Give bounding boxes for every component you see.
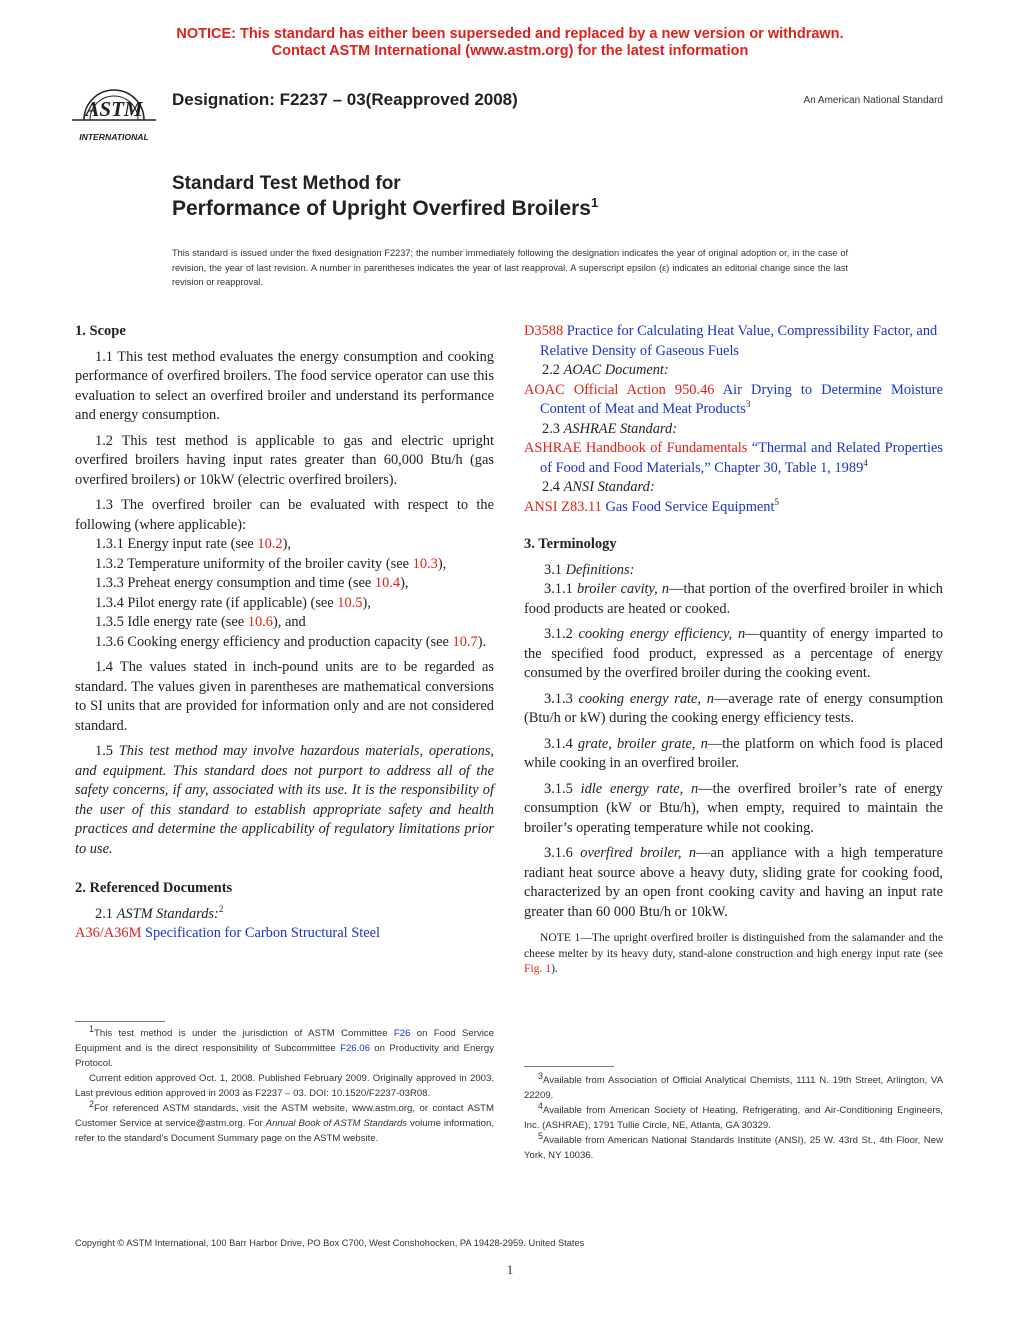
section-2-2: 2.2 AOAC Document: bbox=[542, 362, 669, 378]
footnote-2: $^2$For referenced ASTM standards, visit the ASTM website, www.astm.org, or contact ASTM Customer Service at service@astm.org. For Annual Book of ASTM Standards volume information, refer to the standard’s Document Summary page on the ASTM website. bbox=[75, 1098, 494, 1144]
ref-code-link[interactable]: ASHRAE Handbook of Fundamentals bbox=[524, 440, 748, 456]
copyright: Copyright © ASTM International, 100 Barr Harbor Drive, PO Box C700, West Conshohocken, PA 19428-2959. United States bbox=[75, 1238, 585, 1248]
issuance-note: This standard is issued under the fixed designation F2237; the number immediately following the designation indicates the year of original adoption or, in the case of revision, the year of last revision. A number in parentheses indicates the year of last reapproval. A superscript epsilon (ε) indicates an editorial change since the last revision or reapproval. bbox=[172, 248, 848, 287]
section-link[interactable]: 10.4 bbox=[374, 575, 401, 591]
item-1-3-2: 1.3.2 Temperature uniformity of the broiler cavity (see 10.3), bbox=[95, 555, 447, 572]
notice-line-2: Contact ASTM International (www.astm.org) for the latest information bbox=[271, 43, 749, 59]
footnote-3: $^3$Available from Association of Official Analytical Chemists, 1111 N. 19th Street, Arlington, VA 22209. bbox=[524, 1070, 943, 1101]
ref-title-link[interactable]: Practice for Calculating Heat Value, Compressibility Factor, and Relative Density of Gaseous Fuels bbox=[540, 323, 938, 359]
footnote-rule bbox=[524, 1066, 614, 1067]
section-link[interactable]: 10.7 bbox=[452, 633, 478, 650]
supersession-notice bbox=[0, 26, 1020, 60]
ref-title-link[interactable]: Air Drying to Determine Moisture Content of Meat and Meat Products bbox=[540, 381, 943, 417]
title-line-2 bbox=[172, 197, 598, 221]
footnote-5: $^5$Available from American National Standards Institute (ANSI), 25 W. 43rd St., 4th Floor, New York, NY 10036. bbox=[524, 1130, 943, 1161]
ref-code-link[interactable]: A36/A36M bbox=[75, 925, 142, 941]
scope-heading: 1. Scope bbox=[75, 323, 126, 339]
def-3-1-6: 3.1.6 overfired broiler, n—an appliance with a high temperature radiant heat source above a heavy duty, sliding grate for cooking food, characterized by an open front cooking cavity and having an input rate greater than 60 000 Btu/h or 10kW. bbox=[524, 845, 943, 920]
def-3-1-3: 3.1.3 cooking energy rate, n—average rate of energy consumption (Btu/h or kW) during the cooking energy efficiency tests. bbox=[524, 690, 943, 726]
para-1-2: 1.2 This test method is applicable to gas and electric upright overfired broilers having input rates greater than 60,000 Btu/h (gas overfired broilers) or 10kW (electric overfired broilers). bbox=[75, 432, 494, 488]
title-text: Performance of Upright Overfired Broilers bbox=[172, 197, 591, 220]
para-1-1: 1.1 This test method evaluates the energy consumption and cooking performance of overfired broilers. The food service operator can use this evaluation to select an overfired broiler and understand its performance and energy consumption. bbox=[75, 348, 494, 423]
section-2-1: 2.1 ASTM Standards:$^2$ bbox=[95, 903, 224, 922]
ref-ashrae: ASHRAE Handbook of Fundamentals “Thermal and Related Properties of Food and Food Materials,” Chapter 30, Table 1, 1989$^4$ bbox=[524, 440, 943, 476]
title-footnote-mark: 1 bbox=[590, 195, 599, 210]
astm-logo-text: ASTM bbox=[85, 97, 143, 121]
section-2-4: 2.4 ANSI Standard: bbox=[542, 479, 655, 495]
designation: Designation: F2237 – 03(Reapproved 2008) bbox=[172, 90, 518, 109]
ref-aoac: AOAC Official Action 950.46 Air Drying to Determine Moisture Content of Meat and Meat Products$^3$ bbox=[524, 381, 943, 417]
title-line-1: Standard Test Method for bbox=[172, 173, 401, 194]
footnote-rule bbox=[75, 1021, 165, 1022]
ref-title-link[interactable]: “Thermal and Related Properties of Food and Food Materials,” Chapter 30, Table 1, 1989 bbox=[540, 440, 943, 476]
section-3-1: 3.1 Definitions: bbox=[544, 561, 635, 578]
ref-code-link[interactable]: AOAC Official Action 950.46 bbox=[524, 381, 715, 398]
page-number: 1 bbox=[506, 1262, 514, 1277]
note-1: NOTE 1—The upright overfired broiler is distinguished from the salamander and the cheese melter by its heavy duty, stand-alone construction and high energy input rate (see Fig. 1). bbox=[524, 931, 943, 975]
committee-link[interactable]: F26 bbox=[393, 1028, 411, 1039]
notice-line-1: NOTICE: This standard has either been superseded and replaced by a new version or withdrawn. bbox=[176, 26, 844, 42]
ref-d3588 bbox=[524, 322, 943, 361]
def-3-1-5: 3.1.5 idle energy rate, n—the overfired broiler’s rate of energy consumption (kW or Btu/h), when empty, required to maintain the broiler’s operating temperature while not cooking. bbox=[524, 780, 943, 836]
footnote-4: $^4$Available from American Society of Heating, Refrigerating, and Air-Conditioning Engineers, Inc. (ASHRAE), 1791 Tullie Circle, NE, Atlanta, GA 30329. bbox=[524, 1100, 943, 1131]
def-3-1-2: 3.1.2 cooking energy efficiency, n—quantity of energy imparted to the specified food product, expressed as a percentage of energy consumed by the overfired broiler during the cooking event. bbox=[524, 626, 943, 681]
refdocs-heading: 2. Referenced Documents bbox=[75, 880, 233, 896]
item-1-3-6: 1.3.6 Cooking energy efficiency and production capacity (see 10.7). bbox=[95, 633, 487, 650]
subcommittee-link[interactable]: F26.06 bbox=[340, 1043, 370, 1054]
section-link[interactable]: 10.3 bbox=[412, 555, 438, 572]
item-1-3-5: 1.3.5 Idle energy rate (see 10.6), and bbox=[95, 614, 306, 630]
item-1-3-1: 1.3.1 Energy input rate (see 10.2), bbox=[95, 536, 291, 552]
footnotes-right bbox=[524, 1066, 943, 1163]
ref-code-link[interactable]: D3588 bbox=[524, 323, 564, 339]
footnote-1-edition: Current edition approved Oct. 1, 2008. Published February 2009. Originally approved in 2003. Last previous edition approved in 2003 as F2237 – 03. DOI: 10.1520/F2237-03R08. bbox=[75, 1073, 494, 1099]
para-1-5: 1.5 This test method may involve hazardous materials, operations, and equipment. This standard does not purport to address all of the safety concerns, if any, associated with its use. It is the responsibility of the user of this standard to establish appropriate safety and health practices and determine the applicability of regulatory limitations prior to use. bbox=[75, 743, 494, 857]
section-2-3: 2.3 ASHRAE Standard: bbox=[542, 420, 677, 437]
ref-title-link[interactable]: Specification for Carbon Structural Steel bbox=[144, 925, 380, 941]
right-column bbox=[524, 322, 943, 977]
def-3-1-1: 3.1.1 broiler cavity, n—that portion of the overfired broiler in which food products are heated or cooked. bbox=[524, 581, 943, 617]
figure-link[interactable]: Fig. 1 bbox=[524, 962, 552, 975]
ref-a36 bbox=[75, 924, 494, 944]
footnotes-left bbox=[75, 1021, 494, 1146]
terminology-heading: 3. Terminology bbox=[524, 536, 617, 552]
ref-title-link[interactable]: Gas Food Service Equipment bbox=[605, 498, 775, 515]
section-link[interactable]: 10.2 bbox=[257, 536, 283, 552]
national-standard-label: An American National Standard bbox=[803, 95, 943, 106]
ref-code-link[interactable]: ANSI Z83.11 bbox=[524, 498, 602, 515]
section-link[interactable]: 10.6 bbox=[247, 614, 273, 630]
left-column bbox=[75, 322, 494, 944]
para-1-3: 1.3 The overfired broiler can be evaluated with respect to the following (where applicable): bbox=[75, 497, 494, 533]
astm-logo bbox=[68, 74, 160, 144]
para-1-4: 1.4 The values stated in inch-pound units are to be regarded as standard. The values given in parentheses are mathematical conversions to SI units that are provided for information only and are not considered standard. bbox=[75, 659, 494, 734]
item-1-3-3: 1.3.3 Preheat energy consumption and time (see 10.4), bbox=[95, 575, 409, 591]
section-link[interactable]: 10.5 bbox=[337, 594, 363, 611]
astm-logo-subtext: INTERNATIONAL bbox=[79, 132, 149, 142]
ref-ansi: ANSI Z83.11 Gas Food Service Equipment$^5$ bbox=[524, 496, 779, 515]
footnote-1: $^1$This test method is under the jurisdiction of ASTM Committee F26 on Food Service Equipment and is the direct responsibility of Subcommittee F26.06 on Productivity and Energy Protocol. bbox=[75, 1023, 494, 1069]
item-1-3-4: 1.3.4 Pilot energy rate (if applicable) (see 10.5), bbox=[95, 594, 371, 611]
def-3-1-4: 3.1.4 grate, broiler grate, n—the platform on which food is placed while cooking in an overfired broiler. bbox=[524, 735, 943, 771]
